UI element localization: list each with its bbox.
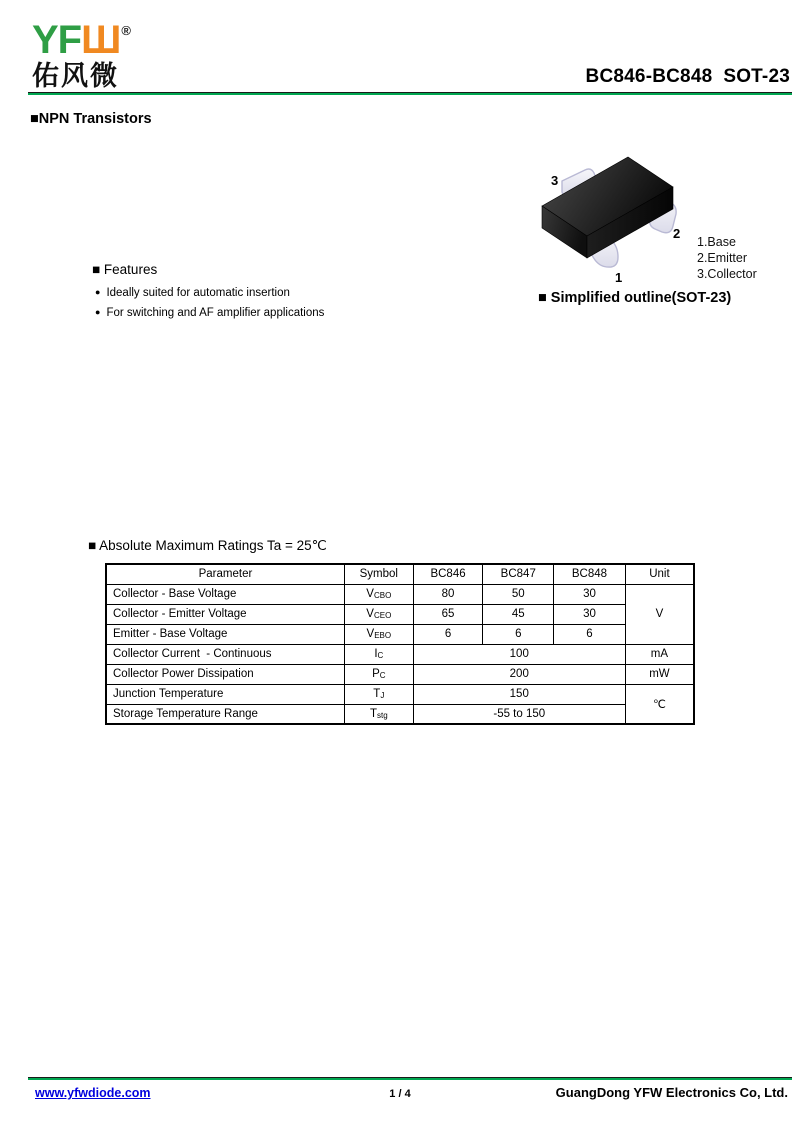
symbol-base: T xyxy=(373,688,381,700)
value-cell: 150 xyxy=(413,684,625,704)
param-cell: Junction Temperature xyxy=(106,684,344,704)
feature-item-label: For switching and AF amplifier applications xyxy=(106,307,325,319)
param-cell: Storage Temperature Range xyxy=(106,704,344,724)
table-row xyxy=(106,644,694,664)
symbol-cell xyxy=(344,604,413,624)
features-heading-label: Features xyxy=(103,262,158,277)
table-row xyxy=(106,664,694,684)
header-divider xyxy=(28,92,792,95)
square-bullet-icon: ■ xyxy=(538,290,547,306)
symbol-base: V xyxy=(366,608,374,620)
value-cell: 50 xyxy=(483,584,554,604)
value-cell: 80 xyxy=(413,584,483,604)
dot-bullet-icon: ● xyxy=(95,307,101,317)
feature-item xyxy=(95,307,324,319)
symbol-subscript: J xyxy=(380,691,385,700)
ratings-heading-label: Absolute Maximum Ratings Ta = 25℃ xyxy=(99,538,327,553)
symbol-cell xyxy=(344,624,413,644)
symbol-subscript: CEO xyxy=(373,611,392,620)
brand-logo xyxy=(32,10,130,91)
pin-legend-emitter: 2.Emitter xyxy=(697,251,748,265)
logo-w-text: Ш xyxy=(81,18,121,62)
param-cell: Collector - Emitter Voltage xyxy=(106,604,344,624)
value-cell: 45 xyxy=(483,604,554,624)
symbol-subscript: CBO xyxy=(373,591,392,600)
table-header-row xyxy=(106,564,694,584)
square-bullet-icon: ■ xyxy=(92,262,101,277)
value-cell: 65 xyxy=(413,604,483,624)
value-cell: -55 to 150 xyxy=(413,704,625,724)
col-header-symbol: Symbol xyxy=(344,564,413,584)
page-indicator: 1 / 4 xyxy=(389,1088,411,1100)
sot23-package-figure xyxy=(525,145,700,290)
table-row xyxy=(106,684,694,704)
value-cell: 6 xyxy=(413,624,483,644)
col-header-bc846: BC846 xyxy=(413,564,483,584)
unit-cell: mW xyxy=(625,664,694,684)
symbol-base: I xyxy=(374,648,378,660)
col-header-unit: Unit xyxy=(625,564,694,584)
symbol-base: V xyxy=(366,628,375,640)
symbol-cell xyxy=(344,584,413,604)
pin-number-1: 1 xyxy=(615,270,623,285)
symbol-base: V xyxy=(366,588,374,600)
table-row xyxy=(106,584,694,604)
col-header-bc847: BC847 xyxy=(483,564,554,584)
feature-item xyxy=(95,287,290,299)
features-heading xyxy=(92,262,157,277)
square-bullet-icon: ■ xyxy=(88,538,97,553)
unit-cell: ℃ xyxy=(625,684,694,724)
col-header-parameter: Parameter xyxy=(106,564,344,584)
symbol-cell xyxy=(344,664,413,684)
ratings-table xyxy=(105,563,695,725)
logo-chinese-text: 佑风微 xyxy=(32,61,119,91)
registered-trademark-icon: ® xyxy=(121,23,130,38)
symbol-base: P xyxy=(372,668,380,680)
value-cell: 200 xyxy=(413,664,625,684)
footer-divider xyxy=(28,1077,792,1080)
feature-item-label: Ideally suited for automatic insertion xyxy=(106,287,290,299)
value-cell: 100 xyxy=(413,644,625,664)
logo-yf-text: YF xyxy=(32,18,82,62)
website-link[interactable]: www.yfwdiode.com xyxy=(35,1086,151,1100)
document-title: BC846-BC848 SOT-23 xyxy=(585,66,790,87)
symbol-subscript: C xyxy=(377,651,384,660)
symbol-cell xyxy=(344,644,413,664)
table-row xyxy=(106,624,694,644)
symbol-subscript: stg xyxy=(376,710,388,720)
unit-cell: mA xyxy=(625,644,694,664)
npn-transistors-heading xyxy=(30,111,152,127)
pin-legend-collector: 3.Collector xyxy=(697,267,757,281)
outline-caption xyxy=(538,290,731,306)
table-row xyxy=(106,604,694,624)
value-cell: 6 xyxy=(483,624,554,644)
symbol-subscript: C xyxy=(379,671,386,680)
npn-heading-label: NPN Transistors xyxy=(38,111,152,127)
unit-cell: V xyxy=(625,584,694,644)
symbol-cell xyxy=(344,704,413,724)
param-cell: Collector - Base Voltage xyxy=(106,584,344,604)
param-cell: Collector Power Dissipation xyxy=(106,664,344,684)
symbol-cell xyxy=(344,684,413,704)
logo-wordmark xyxy=(32,10,130,61)
param-cell: Emitter - Base Voltage xyxy=(106,624,344,644)
pin-number-2: 2 xyxy=(673,226,681,241)
table-row xyxy=(106,704,694,724)
param-cell: Collector Current - Continuous xyxy=(106,644,344,664)
square-bullet-icon: ■ xyxy=(30,111,39,127)
outline-caption-label: Simplified outline(SOT-23) xyxy=(550,290,732,306)
company-name: GuangDong YFW Electronics Co, Ltd. xyxy=(555,1085,788,1100)
pin-number-3: 3 xyxy=(551,173,559,188)
ratings-heading xyxy=(88,538,327,554)
symbol-base: T xyxy=(369,707,377,720)
value-cell: 30 xyxy=(554,584,626,604)
pin-legend xyxy=(697,234,757,282)
value-cell: 6 xyxy=(554,624,626,644)
col-header-bc848: BC848 xyxy=(554,564,626,584)
pin-legend-base: 1.Base xyxy=(697,235,736,249)
symbol-subscript: EBO xyxy=(374,631,392,640)
dot-bullet-icon: ● xyxy=(95,287,101,297)
value-cell: 30 xyxy=(554,604,626,624)
